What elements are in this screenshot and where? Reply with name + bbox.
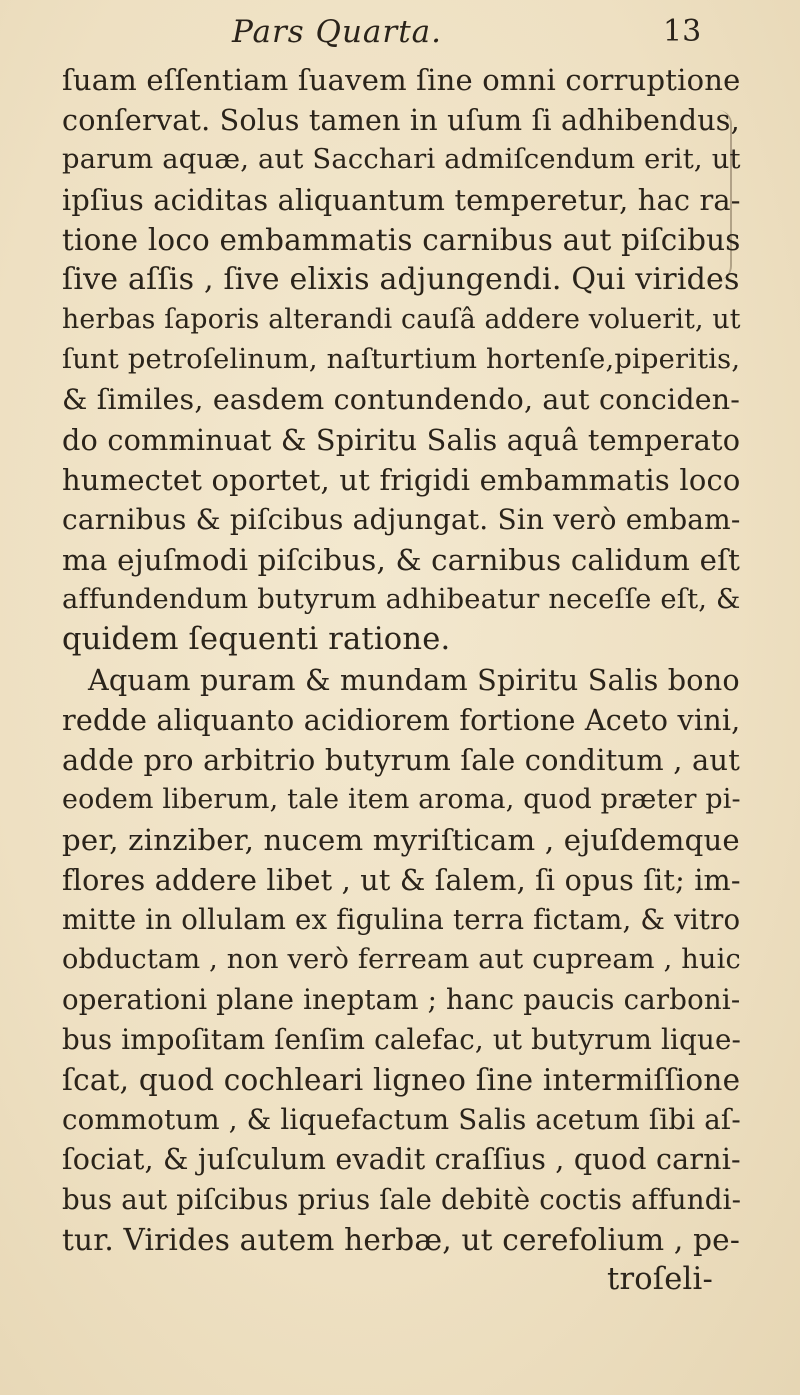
text-line: ipſius aciditas aliquantum temperetur, hac ra- xyxy=(62,183,741,217)
text-line: tione loco embammatis carnibus aut piſcibus xyxy=(62,223,741,257)
text-line: ſociat, & juſculum evadit craſſius , quod carni- xyxy=(62,1143,741,1176)
text-line: ma ejuſmodi piſcibus, & carnibus calidum eſt xyxy=(62,543,741,577)
text-line: ſcat, quod cochleari ligneo ſine intermiſſione xyxy=(62,1063,741,1097)
text-line: conſervat. Solus tamen in uſum ſi adhibendus, xyxy=(62,103,740,137)
text-line: carnibus & piſcibus adjungat. Sin verò embam- xyxy=(62,503,741,536)
text-line: obductam , non verò ferream aut cupream , huic xyxy=(62,944,741,975)
text-line: ſunt petroſelinum, naſturtium hortenſe,piperitis, xyxy=(62,344,741,375)
page-header xyxy=(0,14,800,58)
text-line: quidem ſequenti ratione. xyxy=(62,622,451,657)
text-line: ſuam eſſentiam ſuavem ſine omni corruptione xyxy=(62,63,741,97)
text-line: affundendum butyrum adhibeatur neceſſe eſt, & xyxy=(62,584,741,615)
text-line: commotum , & liquefactum Salis acetum ſibi aſ- xyxy=(62,1103,741,1136)
text-line: adde pro arbitrio butyrum ſale conditum , aut xyxy=(62,743,741,777)
text-line: Aquam puram & mundam Spiritu Salis bono xyxy=(88,663,740,697)
text-line: per, zinziber, nucem myriſticam , ejuſdemque xyxy=(62,823,740,857)
text-line: eodem liberum, tale item aroma, quod præter pi- xyxy=(62,784,741,815)
page-number: 13 xyxy=(663,14,702,49)
text-line: tur. Virides autem herbæ, ut cerefolium , pe- xyxy=(62,1223,740,1257)
text-line: bus aut piſcibus prius ſale debitè coctis affundi- xyxy=(62,1183,742,1216)
text-line: parum aquæ, aut Sacchari admiſcendum erit, ut xyxy=(62,144,741,175)
text-line: herbas ſaporis alterandi cauſâ addere voluerit, ut xyxy=(62,304,741,335)
text-line: & ſimiles, easdem contundendo, aut conciden- xyxy=(62,383,741,416)
text-line: do comminuat & Spiritu Salis aquâ temperato xyxy=(62,423,741,457)
text-line: bus impoſitam ſenſim calefac, ut butyrum lique- xyxy=(62,1023,742,1056)
text-line: flores addere libet , ut & ſalem, ſi opus ſit; im- xyxy=(62,863,741,897)
catchword: troſeli- xyxy=(607,1262,713,1297)
text-line: redde aliquanto acidiorem fortione Aceto vini, xyxy=(62,703,741,737)
text-line: operationi plane ineptam ; hanc paucis carboni- xyxy=(62,983,741,1016)
text-line: mitte in ollulam ex figulina terra fictam, & vitro xyxy=(62,903,741,936)
text-line: ſive aſſis , ſive elixis adjungendi. Qui virides xyxy=(62,262,740,297)
text-line: humectet oportet, ut frigidi embammatis loco xyxy=(62,463,741,497)
running-title: Pars Quarta. xyxy=(232,14,443,50)
